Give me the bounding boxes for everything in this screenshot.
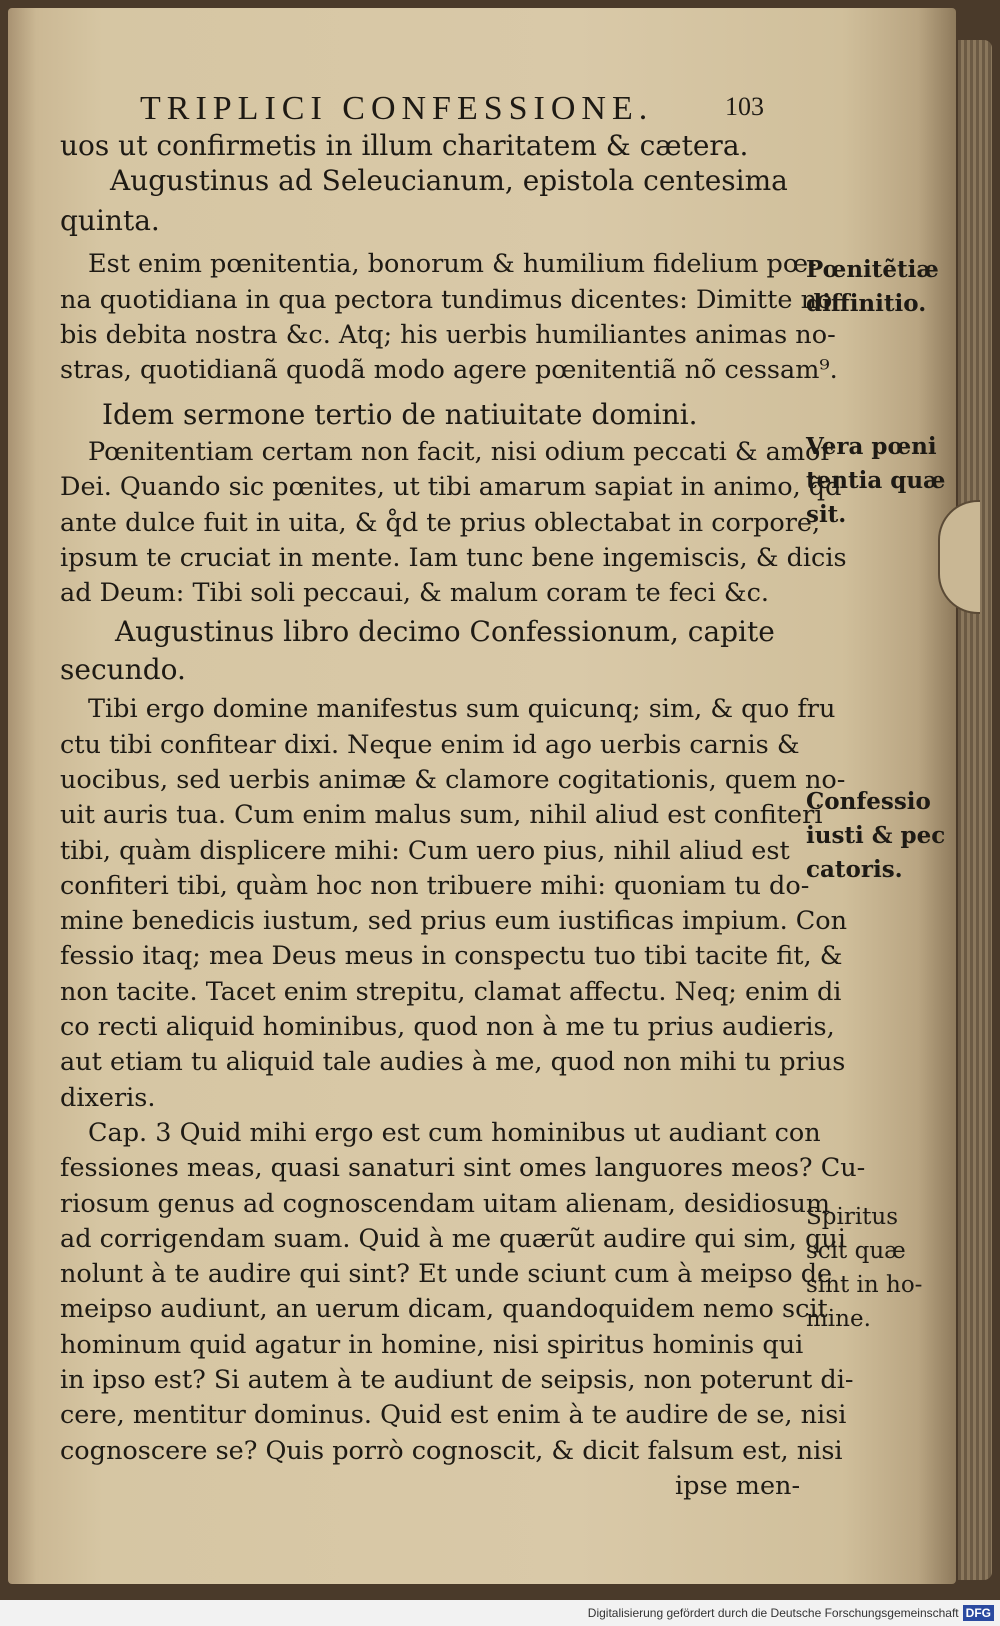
- margin-note-line: catoris.: [806, 856, 903, 883]
- margin-note-3: [806, 785, 951, 887]
- section-heading: quinta.: [60, 204, 160, 238]
- margin-note-4: [806, 1200, 951, 1336]
- margin-note-line: sit.: [806, 501, 847, 528]
- margin-note-line: Spiritus: [806, 1204, 899, 1230]
- margin-note-line: Vera pœni: [806, 433, 937, 460]
- text-line: Dei. Quando sic pœnites, ut tibi amarum sapiat in animo, q̃d: [60, 472, 842, 503]
- text-line: meipso audiunt, an uerum dicam, quandoquidem nemo scit: [60, 1294, 828, 1325]
- section-heading: Augustinus libro decimo Confessionum, capite: [115, 615, 775, 649]
- margin-note-line: Pœnitẽtiæ: [806, 256, 939, 283]
- digitization-footer: [0, 1600, 1000, 1626]
- text-line: Tibi ergo domine manifestus sum quicunq; sim, & quo fru: [88, 694, 836, 725]
- margin-note-line: scit quæ: [806, 1238, 906, 1264]
- text-line: aut etiam tu aliquid tale audies à me, quod non mihi tu prius: [60, 1047, 846, 1078]
- section-heading: secundo.: [60, 653, 186, 687]
- text-line: Est enim pœnitentia, bonorum & humilium fidelium pœ-: [88, 249, 817, 280]
- margin-note-line: Confessio: [806, 788, 931, 815]
- section-heading: Idem sermone tertio de natiuitate domini.: [102, 398, 698, 432]
- text-line: ad corrigendam suam. Quid à me quærũt audire qui sim, qui: [60, 1223, 846, 1254]
- text-line: co recti aliquid hominibus, quod non à me tu prius audieris,: [60, 1012, 835, 1043]
- margin-note-line: sint in ho-: [806, 1272, 923, 1298]
- text-line: tibi, quàm displicere mihi: Cum uero pius, nihil aliud est: [60, 835, 790, 866]
- text-line: uos ut confirmetis in illum charitatem & cætera.: [60, 129, 749, 162]
- text-line: fessiones meas, quasi sanaturi sint omes languores meos? Cu-: [60, 1153, 866, 1184]
- text-line: stras, quotidianã quodã modo agere pœnitentiã nõ cessam⁹.: [60, 355, 838, 386]
- page-edges: [958, 40, 992, 1580]
- text-line: hominum quid agatur in homine, nisi spiritus hominis qui: [60, 1329, 804, 1360]
- text-line: Cap. 3 Quid mihi ergo est cum hominibus ut audiant con: [88, 1117, 821, 1148]
- text-line: in ipso est? Si autem à te audiunt de seipsis, non poterunt di-: [60, 1365, 854, 1396]
- margin-note-line: tentia quæ: [806, 467, 946, 494]
- text-line: riosum genus ad cognoscendam uitam alienam, desidiosum: [60, 1188, 831, 1219]
- margin-note-line: mine.: [806, 1306, 871, 1332]
- margin-note-line: diffinitio.: [806, 290, 927, 317]
- margin-note-line: iusti & pec: [806, 822, 946, 849]
- margin-note-2: [806, 430, 951, 532]
- text-line: cere, mentitur dominus. Quid est enim à te audire de se, nisi: [60, 1400, 847, 1431]
- running-title: TRIPLICI CONFESSIONE.: [140, 90, 654, 127]
- text-line: ad Deum: Tibi soli peccaui, & malum coram te feci &c.: [60, 578, 770, 609]
- text-line: uocibus, sed uerbis animæ & clamore cogitationis, quem no-: [60, 764, 846, 795]
- text-line: confiteri tibi, quàm hoc non tribuere mihi: quoniam tu do-: [60, 870, 810, 901]
- text-line: uit auris tua. Cum enim malus sum, nihil aliud est confiteri: [60, 800, 823, 831]
- text-line: Pœnitentiam certam non facit, nisi odium peccati & amor: [88, 437, 833, 468]
- text-line: fessio itaq; mea Deus meus in conspectu tuo tibi tacite fit, &: [60, 941, 843, 972]
- section-heading: Augustinus ad Seleucianum, epistola centesima: [110, 164, 788, 198]
- text-line: ante dulce fuit in uita, & q̊d te prius oblectabat in corpore,: [60, 507, 821, 538]
- text-line: mine benedicis iustum, sed prius eum iustificas impium. Con: [60, 906, 848, 937]
- catchword: ipse men-: [675, 1470, 801, 1501]
- text-line: na quotidiana in qua pectora tundimus dicentes: Dimitte no: [60, 284, 833, 315]
- margin-note-1: [806, 253, 951, 321]
- text-line: non tacite. Tacet enim strepitu, clamat affectu. Neq; enim di: [60, 976, 842, 1007]
- page-number: 103: [725, 92, 764, 121]
- text-line: bis debita nostra &c. Atq; his uerbis humiliantes animas no-: [60, 319, 836, 350]
- text-line: cognoscere se? Quis porrò cognoscit, & dicit falsum est, nisi: [60, 1435, 843, 1466]
- text-line: nolunt à te audire qui sint? Et unde sciunt cum à meipso de: [60, 1259, 833, 1290]
- text-line: dixeris.: [60, 1082, 156, 1113]
- footer-text: Digitalisierung gefördert durch die Deutsche Forschungsgemeinschaft: [587, 1606, 959, 1620]
- dfg-logo: DFG: [963, 1605, 994, 1621]
- text-line: ipsum te cruciat in mente. Iam tunc bene ingemiscis, & dicis: [60, 543, 847, 574]
- text-line: ctu tibi confitear dixi. Neque enim id ago uerbis carnis &: [60, 729, 800, 760]
